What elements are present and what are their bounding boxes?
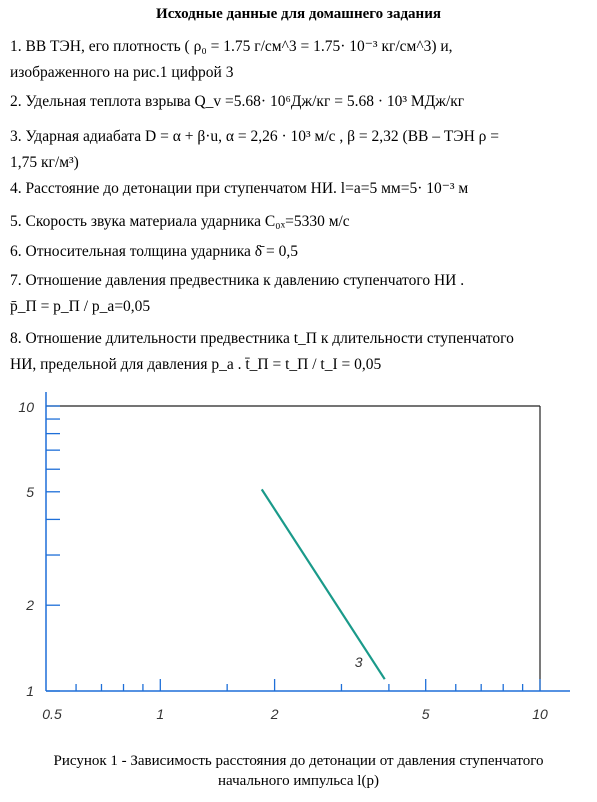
x-tick-label: 1 [156,706,165,722]
series-label-1: 3 [354,654,363,671]
item-3-line2: 1,75 кг/м³) [10,154,79,171]
item-3-line1: 3. Ударная адиабата D = α + β·u, α = 2,26 · 10³ м/с , β = 2,32 (ВВ – ТЭН ρ = [10,128,499,145]
item-1-line2: изображенного на рис.1 цифрой 3 [10,64,234,81]
item-1 [10,34,590,86]
item-1-line1: 1. ВВ ТЭН, его плотность ( ρ₀ = 1.75 г/см^3 = 1.75· 10⁻³ кг/см^3) и, [10,38,453,55]
figure-caption [0,751,597,791]
x-tick-label: 2 [270,706,279,722]
x-tick-label: 10 [532,706,548,722]
y-tick-label: 1 [26,683,34,699]
series-line-1 [262,489,385,679]
item-7 [10,268,590,320]
item-4 [10,176,590,202]
x-tick-label: 5 [421,706,430,722]
y-tick-label: 10 [18,399,34,415]
y-tick-label: 5 [26,483,34,500]
caption-line2: начального импульса l(p) [218,773,379,789]
item-6-line1: 6. Относительная толщина ударника δ̄ = 0,5 [10,243,298,260]
item-8 [10,326,590,378]
page-title: Исходные данные для домашнего задания [156,6,441,22]
item-5-line1: 5. Скорость звука материала ударника C₀ₓ=5330 м/с [10,213,350,230]
chart-svg [10,388,597,728]
item-2 [10,89,590,115]
item-5 [10,209,590,235]
x-tick-label: 0.5 [42,706,62,722]
y-tick-label: 2 [26,597,34,614]
item-8-line2: НИ, предельной для давления p_a . t̄_П = t_П / t_I = 0,05 [10,356,382,373]
item-2-line1: 2. Удельная теплота взрыва Q_v =5.68· 10⁶Дж/кг = 5.68 · 10³ МДж/кг [10,93,465,110]
caption-line1: Рисунок 1 - Зависимость расстояния до детонации от давления ступенчатого [53,753,544,769]
chart [10,388,597,728]
item-6 [10,239,590,265]
item-7-line2: p̄_П = p_П / p_a=0,05 [10,298,151,315]
item-8-line1: 8. Отношение длительности предвестника t_П к длительности ступенчатого [10,330,514,347]
item-4-line1: 4. Расстояние до детонации при ступенчатом НИ. l=a=5 мм=5· 10⁻³ м [10,180,469,197]
item-7-line1: 7. Отношение давления предвестника к давлению ступенчатого НИ . [10,272,465,289]
item-3 [10,124,590,176]
